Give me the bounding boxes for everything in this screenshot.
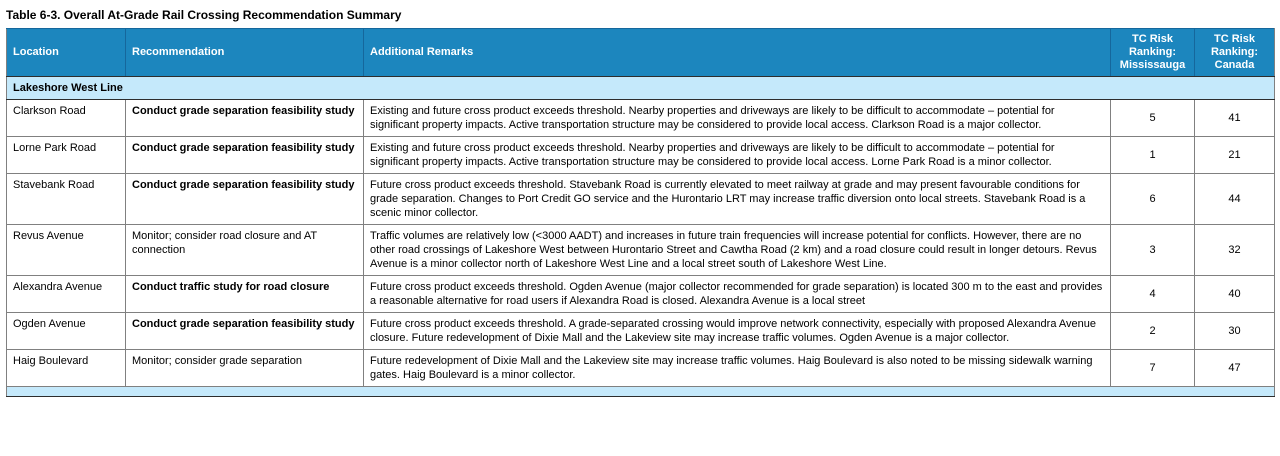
table-row <box>7 350 1275 387</box>
tc-risk-canada-cell: 41 <box>1195 100 1275 137</box>
next-section-label <box>7 387 1275 397</box>
tc-risk-mississauga-cell: 1 <box>1111 137 1195 174</box>
tc-risk-canada-cell: 32 <box>1195 225 1275 276</box>
recommendation-cell: Conduct grade separation feasibility study <box>126 100 364 137</box>
remarks-cell: Future cross product exceeds threshold. Stavebank Road is currently elevated to meet railway at grade and may present favourable conditions for grade separation. Changes to Port Credit GO service and the Hurontario LRT may increase traffic diversion onto local streets. Stavebank Road is a scenic minor collector. <box>364 174 1111 225</box>
tc-risk-mississauga-cell: 7 <box>1111 350 1195 387</box>
table-row <box>7 100 1275 137</box>
section-header-label: Lakeshore West Line <box>7 77 1275 100</box>
recommendation-cell: Monitor; consider road closure and AT connection <box>126 225 364 276</box>
remarks-cell: Traffic volumes are relatively low (<3000 AADT) and increases in future train frequencies will increase potential for conflicts. However, there are no other road crossings of Lakeshore West between Hurontario Street and Cawtha Road (2 km) and a road closure could result in longer detours. Revus Avenue is a minor collector north of Lakeshore West Line and a local street south of Lakeshore West Line. <box>364 225 1111 276</box>
tc-risk-canada-cell: 30 <box>1195 313 1275 350</box>
recommendation-cell: Conduct grade separation feasibility study <box>126 313 364 350</box>
location-cell: Stavebank Road <box>7 174 126 225</box>
table-row <box>7 225 1275 276</box>
recommendation-summary-table <box>6 28 1275 397</box>
tc-risk-canada-cell: 21 <box>1195 137 1275 174</box>
column-header-tc-risk-mississauga: TC Risk Ranking: Mississauga <box>1111 29 1195 77</box>
column-header-recommendation: Recommendation <box>126 29 364 77</box>
remarks-cell: Future redevelopment of Dixie Mall and the Lakeview site may increase traffic volumes. Haig Boulevard is also noted to be missing sidewalk warning gates. Haig Boulevard is a minor collector. <box>364 350 1111 387</box>
table-row <box>7 174 1275 225</box>
tc-risk-canada-cell: 44 <box>1195 174 1275 225</box>
recommendation-cell: Conduct traffic study for road closure <box>126 276 364 313</box>
column-header-tc-risk-canada: TC Risk Ranking: Canada <box>1195 29 1275 77</box>
next-section-row-partial <box>7 387 1275 397</box>
section-header-lakeshore-west-line <box>7 77 1275 100</box>
tc-risk-canada-cell: 40 <box>1195 276 1275 313</box>
recommendation-cell: Conduct grade separation feasibility study <box>126 174 364 225</box>
page-title: Table 6-3. Overall At-Grade Rail Crossing Recommendation Summary <box>6 8 402 22</box>
location-cell: Clarkson Road <box>7 100 126 137</box>
location-cell: Alexandra Avenue <box>7 276 126 313</box>
location-cell: Ogden Avenue <box>7 313 126 350</box>
recommendation-cell: Monitor; consider grade separation <box>126 350 364 387</box>
location-cell: Haig Boulevard <box>7 350 126 387</box>
table-row <box>7 276 1275 313</box>
recommendation-cell: Conduct grade separation feasibility study <box>126 137 364 174</box>
remarks-cell: Future cross product exceeds threshold. A grade-separated crossing would improve network connectivity, especially with proposed Alexandra Avenue closure. Future redevelopment of Dixie Mall and the Lakeview site may increase traffic volumes. Ogden Avenue is a major collector. <box>364 313 1111 350</box>
remarks-cell: Future cross product exceeds threshold. Ogden Avenue (major collector recommended for grade separation) is located 300 m to the east and provides a reasonable alternative for road users if Alexandra Road is closed. Alexandra Avenue is a local street <box>364 276 1111 313</box>
remarks-cell: Existing and future cross product exceeds threshold. Nearby properties and driveways are likely to be difficult to accommodate – potential for significant property impacts. Active transportation structure may be considered to provide local access. Lorne Park Road is a minor collector. <box>364 137 1111 174</box>
column-header-additional-remarks: Additional Remarks <box>364 29 1111 77</box>
column-header-location: Location <box>7 29 126 77</box>
table-row <box>7 313 1275 350</box>
tc-risk-mississauga-cell: 3 <box>1111 225 1195 276</box>
remarks-cell: Existing and future cross product exceeds threshold. Nearby properties and driveways are likely to be difficult to accommodate – potential for significant property impacts. Active transportation structure may be considered to provide local access. Clarkson Road is a major collector. <box>364 100 1111 137</box>
tc-risk-canada-cell: 47 <box>1195 350 1275 387</box>
tc-risk-mississauga-cell: 5 <box>1111 100 1195 137</box>
table-row <box>7 137 1275 174</box>
tc-risk-mississauga-cell: 4 <box>1111 276 1195 313</box>
table-header-row <box>7 29 1275 77</box>
tc-risk-mississauga-cell: 2 <box>1111 313 1195 350</box>
location-cell: Lorne Park Road <box>7 137 126 174</box>
location-cell: Revus Avenue <box>7 225 126 276</box>
tc-risk-mississauga-cell: 6 <box>1111 174 1195 225</box>
